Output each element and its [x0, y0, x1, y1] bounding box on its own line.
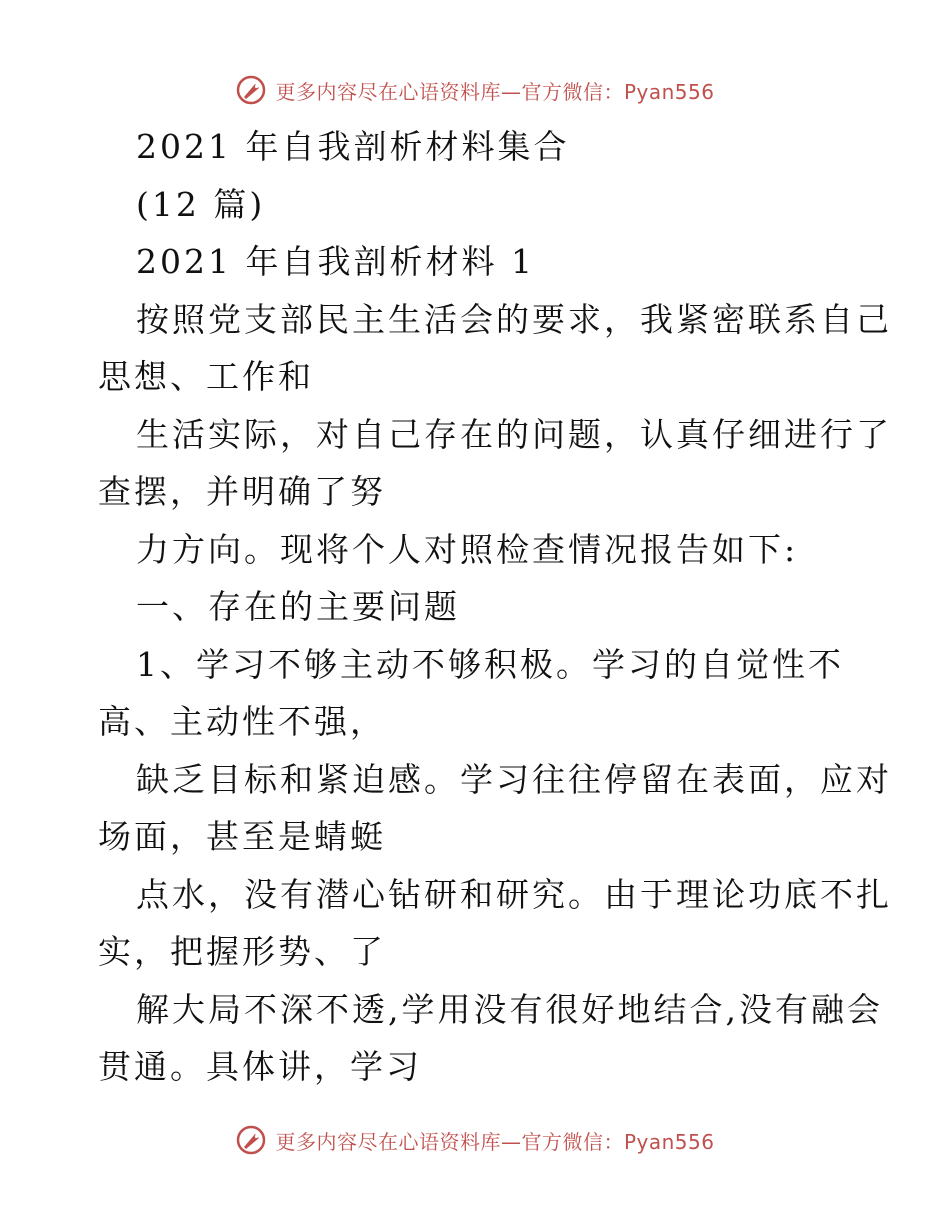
paragraph-line: 缺乏目标和紧迫感。学习往往停留在表面，应对	[136, 759, 892, 799]
paragraph-line: 力方向。现将个人对照检查情况报告如下:	[136, 529, 799, 569]
watermark-text: 更多内容尽在心语资料库—官方微信：Pyan556	[275, 1129, 715, 1154]
paragraph-line: 实，把握形势、了	[98, 932, 386, 971]
watermark-text: 更多内容尽在心语资料库—官方微信：Pyan556	[275, 79, 715, 104]
section-heading: 2021 年自我剖析材料 1	[136, 242, 535, 281]
doc-title: 2021 年自我剖析材料集合	[136, 127, 570, 166]
document-body	[98, 118, 892, 1096]
pen-nib-logo-icon	[235, 1124, 267, 1156]
paragraph-line: 场面，甚至是蜻蜓	[98, 817, 386, 856]
paragraph-line: 思想、工作和	[98, 357, 314, 396]
paragraph-line: 高、主动性不强，	[98, 702, 386, 741]
header-watermark	[0, 72, 950, 108]
paragraph-line: 生活实际，对自己存在的问题，认真仔细进行了	[136, 414, 892, 454]
doc-subtitle: (12 篇)	[136, 184, 266, 224]
paragraph-line: 查摆，并明确了努	[98, 472, 386, 511]
pen-nib-logo-icon	[235, 74, 267, 106]
paragraph-line: 解大局不深不透,学用没有很好地结合,没有融会	[136, 989, 883, 1029]
paragraph-line: 贯通。具体讲，学习	[98, 1047, 422, 1086]
footer-watermark	[0, 1122, 950, 1158]
paragraph-line: 按照党支部民主生活会的要求，我紧密联系自己	[136, 299, 892, 339]
paragraph-line: 1、学习不够主动不够积极。学习的自觉性不	[136, 644, 844, 684]
subsection-heading: 一、存在的主要问题	[136, 587, 460, 626]
paragraph-line: 点水，没有潜心钻研和研究。由于理论功底不扎	[136, 874, 892, 914]
